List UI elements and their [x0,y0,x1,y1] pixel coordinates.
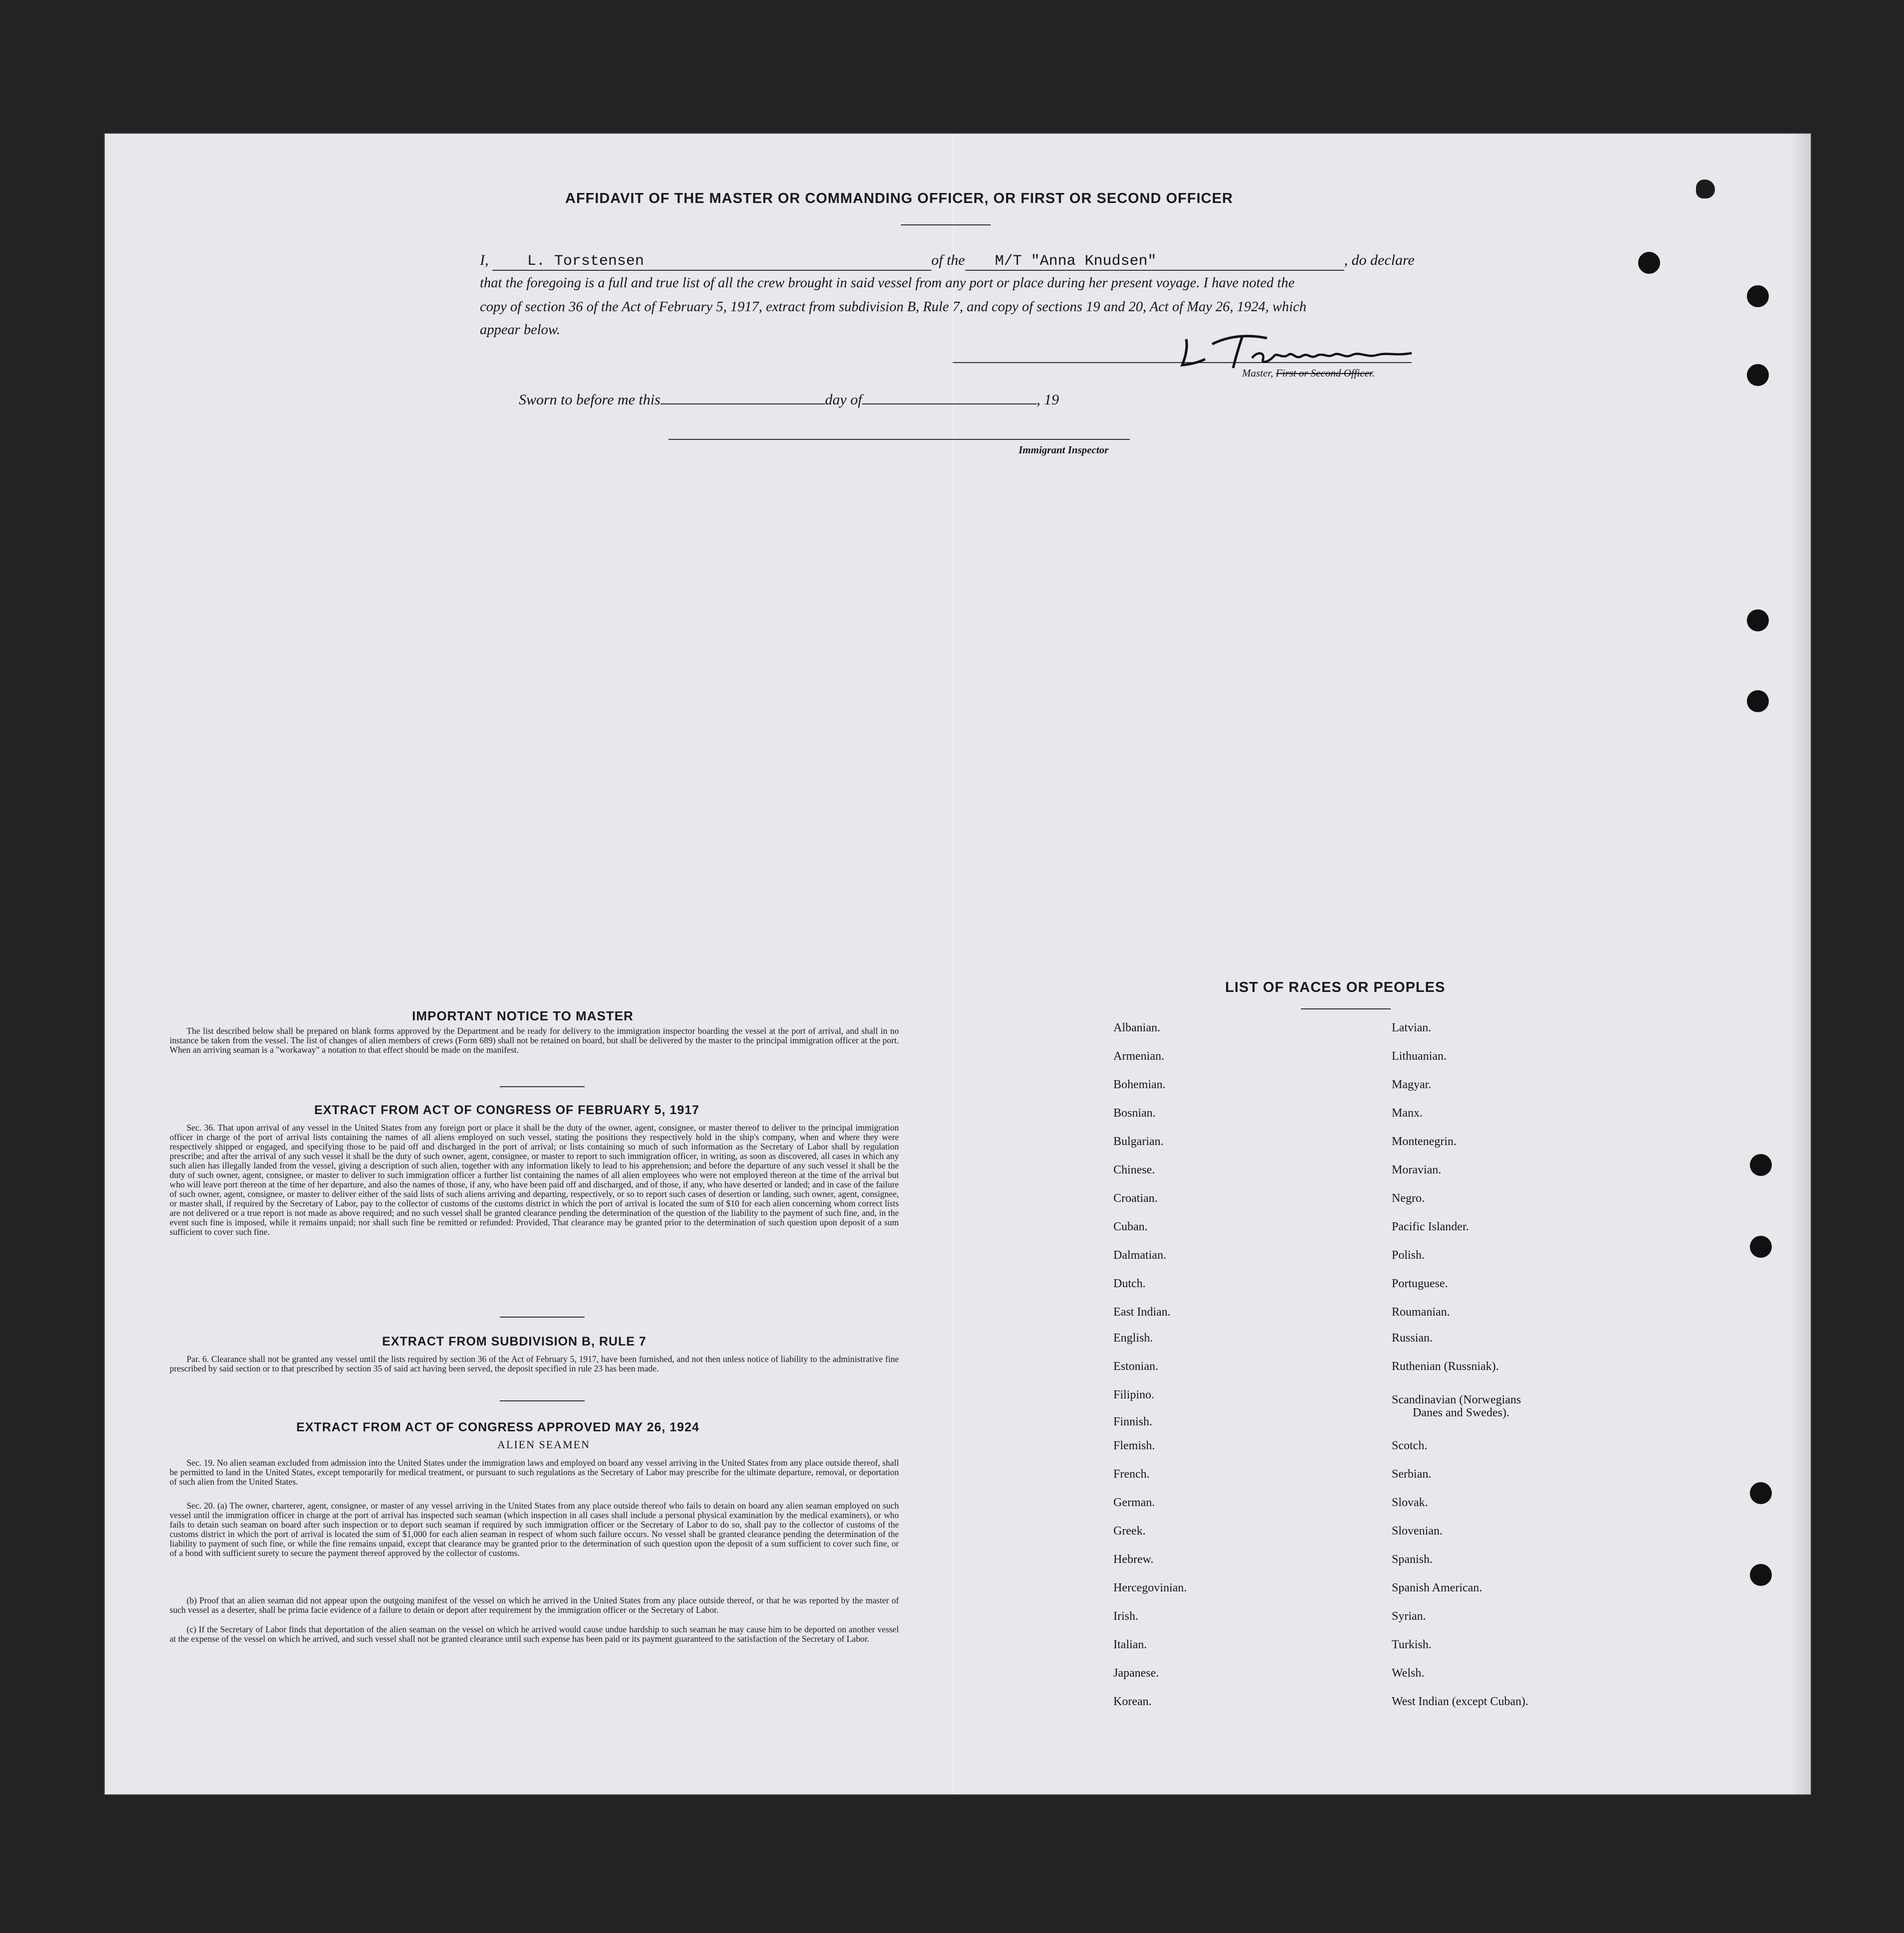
affidavit-line-2: that the foregoing is a full and true list of all the crew brought in said vessel from any port or place during her present voyage. I have noted the [480,275,1295,291]
race-item: Flemish. [1113,1439,1155,1452]
extract-1917-title: EXTRACT FROM ACT OF CONGRESS OF FEBRUARY 5, 1917 [314,1103,700,1117]
race-item: Bulgarian. [1113,1135,1164,1148]
sec19-text: Sec. 19. No alien seaman excluded from admission into the United States under the immigration laws and employed on board any vessel arriving in the United States from any place outside thereof, shall be permitted to land in the United States, except temporarily for medical treatment, or pursuant to such regulations as the Secretary of Labor may prescribe for the ultimate departure, removal, or deportation of such alien from the United States. [170,1458,899,1487]
punch-hole [1750,1236,1772,1258]
page-edge [1790,134,1811,1794]
race-item: Syrian. [1392,1610,1426,1623]
sworn-year: , 19 [1037,391,1059,408]
race-item: Cuban. [1113,1220,1148,1233]
race-item: Greek. [1113,1525,1146,1538]
race-item: Manx. [1392,1107,1423,1120]
affidavit-line-1 [480,252,1413,271]
race-item: Montenegrin. [1392,1135,1457,1148]
affidavit-prefix: I, [480,252,489,268]
caption-end: . [1372,367,1375,379]
punch-hole [1750,1154,1772,1176]
vessel-name: M/T "Anna Knudsen" [995,253,1157,270]
notice-text: The list described below shall be prepared on blank forms approved by the Department and be ready for delivery to the immigration inspector boarding the vessel at the port of arrival, and shall in no instance be taken from the vessel. The list of changes of alien members of crews (Form 689) shall not be retained on board, but shall be delivered by the master to the principal immigration officer at the port. When an arriving seaman is a "workaway" a notation to that effect should be made on the manifest. [170,1026,899,1055]
race-item: Spanish. [1392,1553,1433,1566]
notice-divider [500,1086,585,1087]
sec20c-text: (c) If the Secretary of Labor finds that deportation of the alien seaman on the vessel on which he arrived would cause undue hardship to such seaman he may cause him to be deported on another vessel at the expense of the vessel on which he arrived, and such vessel shall not be granted clearance until such expense has been paid or its payment guaranteed to the satisfaction of the Secretary of Labor. [170,1624,899,1644]
inspector-line [668,439,1130,440]
notice-title: IMPORTANT NOTICE TO MASTER [412,1008,634,1023]
race-item: Croatian. [1113,1192,1158,1205]
race-item: West Indian (except Cuban). [1392,1695,1528,1708]
race-item: Japanese. [1113,1667,1159,1680]
extract-rule7-title: EXTRACT FROM SUBDIVISION B, RULE 7 [382,1335,646,1349]
punch-hole [1747,609,1769,631]
race-item: Russian. [1392,1332,1433,1345]
race-item: Turkish. [1392,1638,1432,1651]
extract-1924-title: EXTRACT FROM ACT OF CONGRESS APPROVED MAY 26, 1924 [296,1420,700,1434]
affidavit-title: AFFIDAVIT OF THE MASTER OR COMMANDING OFFICER, OR FIRST OR SECOND OFFICER [565,191,1233,206]
race-item: Roumanian. [1392,1306,1450,1319]
race-item: Negro. [1392,1192,1425,1205]
extract-1917-divider [500,1317,585,1318]
sworn-day-of: day of [825,391,862,408]
race-item: Danes and Swedes). [1413,1406,1509,1419]
caption-master: Master, [1242,367,1273,379]
race-item: East Indian. [1113,1306,1171,1319]
punch-hole [1747,690,1769,712]
race-item: English. [1113,1332,1153,1345]
race-item: Latvian. [1392,1021,1432,1034]
race-item: Ruthenian (Russniak). [1392,1360,1499,1373]
race-item: Serbian. [1392,1468,1432,1481]
sec20a-text: Sec. 20. (a) The owner, charterer, agent, consignee, or master of any vessel arriving in the United States from any place outside thereof who fails to detain on board any alien seaman employed on such vessel until the immigration officer in charge at the port of arrival has inspected such seaman (which inspection in all cases shall include a personal physical examination by the medical examiners), or who fails to detain such seaman on board after such inspection or to deport such seaman if required by such immigration officer or the Secretary of Labor to do so, shall pay to the collector of customs of the customs district in which the port of arrival is located the sum of $1,000 for each alien seaman in respect of whom such failure occurs. No vessel shall be granted clearance pending the determination of the liability to payment of such fine, or while the fine remains unpaid, except that clearance may be granted prior to the determination of such question upon the deposit of a sum sufficient to cover such fine, or of a bond with sufficient surety to secure the payment thereof approved by the collector of customs. [170,1501,899,1558]
officer-name: L. Torstensen [527,253,644,270]
sec20b-text: (b) Proof that an alien seaman did not appear upon the outgoing manifest of the vessel on which he arrived in the United States from any place outside thereof, or that he was reported by the master of such vessel as a deserter, shall be prima facie evidence of a failure to detain or deport after requirement by the immigration officer or the Secretary of Labor. [170,1595,899,1615]
signature-caption [1242,367,1375,380]
punch-hole [1747,285,1769,307]
race-item: Pacific Islander. [1392,1220,1469,1233]
extract-rule7-text: Par. 6. Clearance shall not be granted any vessel until the lists required by section 36 of the Act of February 5, 1917, have been furnished, and not then unless notice of liability to the administrative fine prescribed by said section or to that prescribed by section 35 of said act having been served, the deposit specified in rule 23 has been made. [170,1354,899,1373]
race-item: Filipino. [1113,1388,1155,1401]
race-item: Portuguese. [1392,1277,1448,1290]
race-item: Dutch. [1113,1277,1146,1290]
extract-rule7-divider [500,1400,585,1401]
affidavit-line-4: appear below. [480,322,560,338]
race-item: Korean. [1113,1695,1152,1708]
extract-1917-text: Sec. 36. That upon arrival of any vessel in the United States from any foreign port or place it shall be the duty of the owner, agent, consignee, or master thereof to deliver to the principal immigration officer in charge of the port of arrival lists containing the names of all aliens employed on such vessel, stating the positions they respectively hold in the ship's company, when and where they were respectively shipped or engaged, and specifying those to be paid off and discharged in the port of arrival; or lists containing so much of such information as the Secretary of Labor shall by regulation prescribe; and after the arrival of any such vessel it shall be the duty of such owner, agent, consignee, or master to report to such immigration officer, in writing, as soon as discovered, all cases in which any such alien has illegally landed from the vessel, giving a description of such alien, together with any information likely to lead to his apprehension; and before the departure of any such vessel it shall be the duty of such owner, agent, consignee, or master to deliver to such immigration officer a further list containing the names of all alien employees who were not employed thereon at the time of the arrival but who will leave port thereon at the time of her departure, and also the names of those, if any, who have been paid off and discharged, and of those, if any, who have deserted or landed; and in case of the failure of such owner, agent, consignee, or master to deliver either of the said lists of such aliens arriving and departing, respectively, or so to report such cases of desertion or landing, such owner, agent, consignee, or master shall, if required by the Secretary of Labor, pay to the collector of customs of the customs district in which the port of arrival is located the sum of $10 for each alien concerning whom correct lists are not delivered or a true report is not made as above required; and no such vessel shall be granted clearance pending the determination of the question of the liability to the payment of such fine, and, in the event such fine is imposed, while it remains unpaid; nor shall such fine be remitted or refunded: Provided, That clearance may be granted prior to the determination of such question upon deposit of a sum sufficient to cover such fine. [170,1123,899,1237]
affidavit-of-the: of the [931,252,965,268]
race-item: Dalmatian. [1113,1249,1166,1262]
race-item: French. [1113,1468,1150,1481]
race-item: Hercegovinian. [1113,1581,1187,1594]
punch-hole [1747,364,1769,386]
title-divider [901,224,991,225]
race-item: Spanish American. [1392,1581,1482,1594]
race-item: Scotch. [1392,1439,1428,1452]
page-fold [953,134,954,1794]
punch-hole [1750,1482,1772,1504]
punch-hole [1638,252,1660,274]
race-item: Polish. [1392,1249,1425,1262]
race-item: Magyar. [1392,1078,1432,1091]
caption-struck: First or Second Officer [1275,367,1372,379]
race-item: Moravian. [1392,1163,1442,1176]
inspector-caption: Immigrant Inspector [1019,444,1109,456]
race-item: German. [1113,1496,1155,1509]
race-item: Scandinavian (Norwegians [1392,1393,1521,1406]
race-item: Estonian. [1113,1360,1158,1373]
sworn-prefix: Sworn to before me this [519,391,660,408]
race-item: Finnish. [1113,1415,1153,1428]
race-item: Bohemian. [1113,1078,1166,1091]
extract-1924-subtitle: ALIEN SEAMEN [497,1438,590,1451]
race-item: Chinese. [1113,1163,1155,1176]
race-item: Bosnian. [1113,1107,1156,1120]
race-item: Slovenian. [1392,1525,1443,1538]
race-item: Welsh. [1392,1667,1425,1680]
race-item: Irish. [1113,1610,1138,1623]
races-divider [1301,1008,1391,1009]
race-item: Armenian. [1113,1050,1164,1063]
sworn-line [519,391,1059,408]
affidavit-line-3: copy of section 36 of the Act of February 5, 1917, extract from subdivision B, Rule 7, and copy of sections 19 and 20, Act of May 26, 1924, which [480,299,1306,315]
race-item: Lithuanian. [1392,1050,1447,1063]
race-item: Italian. [1113,1638,1147,1651]
race-item: Hebrew. [1113,1553,1154,1566]
ink-smudge [1696,180,1715,198]
race-item: Slovak. [1392,1496,1428,1509]
races-title: LIST OF RACES OR PEOPLES [1225,979,1446,995]
race-item: Albanian. [1113,1021,1160,1034]
affidavit-declare: , do declare [1344,252,1415,268]
punch-hole [1750,1564,1772,1586]
